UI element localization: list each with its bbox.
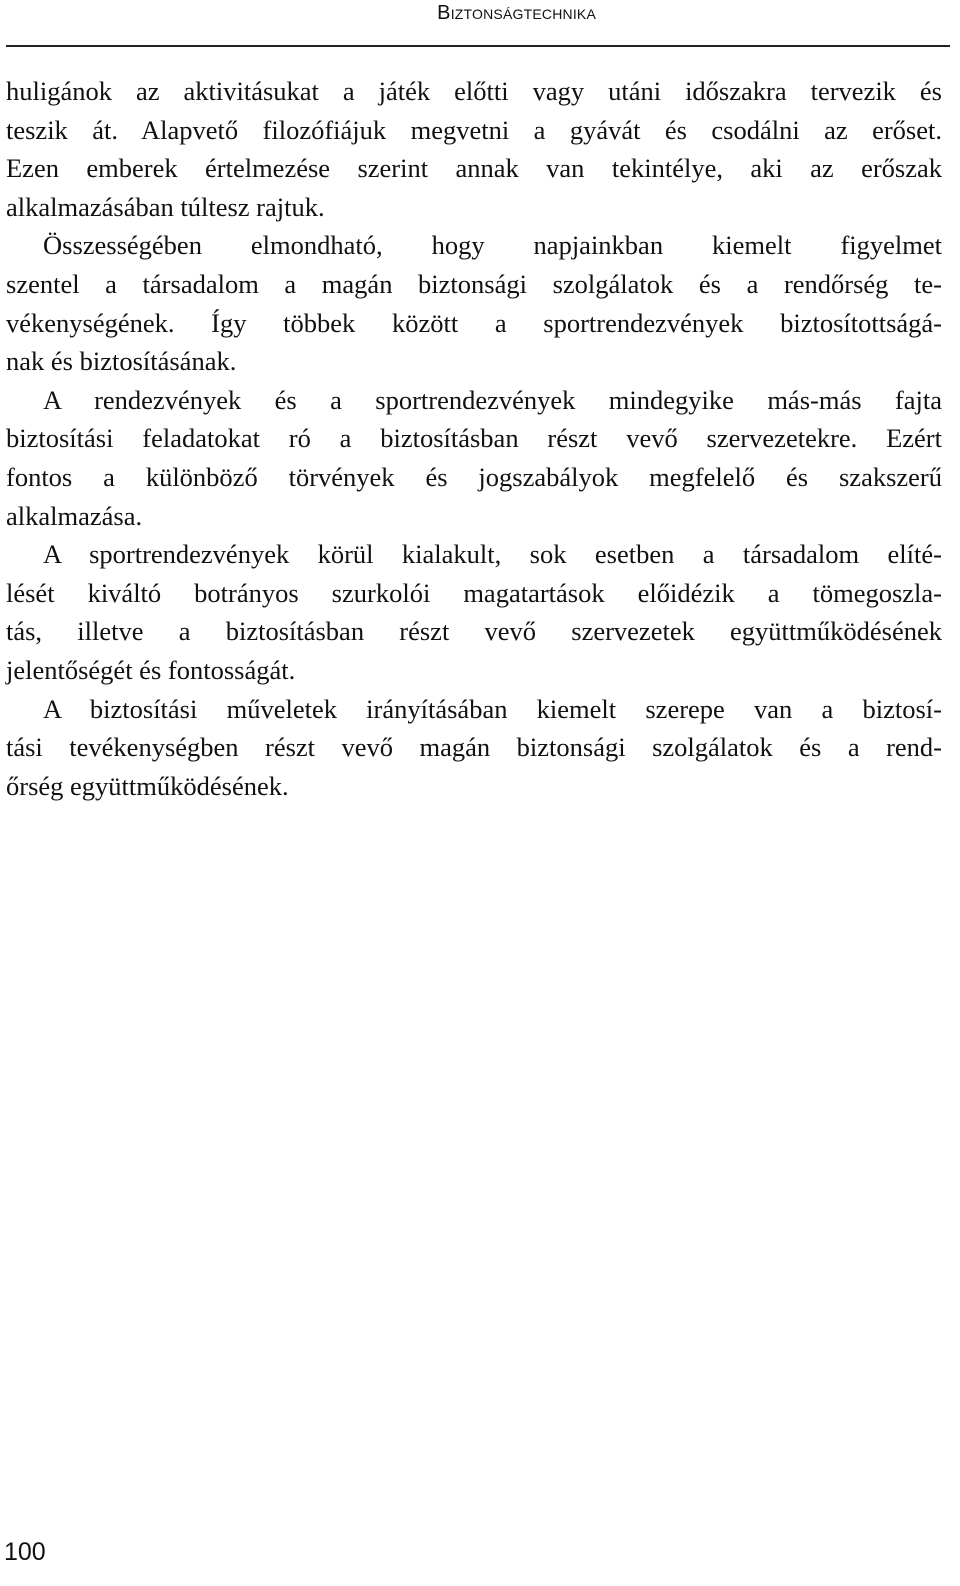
text-line: vékenységének. Így többek között a sportrendezvények biztosítottságá- xyxy=(6,307,942,338)
paragraph-1 xyxy=(6,72,942,226)
text-line: Ezen emberek értelmezése szerint annak van tekintélye, aki az erőszak xyxy=(6,153,942,184)
text-line: fontos a különböző törvények és jogszabályok megfelelő és szakszerű xyxy=(6,461,942,492)
text-line: biztosítási feladatokat ró a biztosításban részt vevő szervezetekre. Ezért xyxy=(6,423,942,454)
page-number: 100 xyxy=(4,1538,46,1566)
text-line: A sportrendezvények körül kialakult, sok esetben a társadalom elíté- xyxy=(43,539,942,570)
text-line: teszik át. Alapvető filozófiájuk megvetni a gyávát és csodálni az erőset. xyxy=(6,114,942,145)
text-line: A biztosítási műveletek irányításában kiemelt szerepe van a biztosí- xyxy=(43,693,942,724)
header-rule xyxy=(6,45,950,47)
paragraph-2 xyxy=(6,226,942,380)
text-line: Összességében elmondható, hogy napjainkban kiemelt figyelmet xyxy=(43,230,942,261)
paragraph-5 xyxy=(6,690,942,806)
text-line: huligánok az aktivitásukat a játék előtti vagy utáni időszakra tervezik és xyxy=(6,76,942,106)
text-line: szentel a társadalom a magán biztonsági szolgálatok és a rendőrség te- xyxy=(6,268,942,299)
running-header xyxy=(437,2,596,25)
text-line: nak és biztosításának. xyxy=(6,346,237,377)
text-line: alkalmazásában túltesz rajtuk. xyxy=(6,191,325,222)
body-text xyxy=(6,72,942,805)
paragraph-3 xyxy=(6,381,942,535)
text-line: lését kiváltó botrányos szurkolói magatartások előidézik a tömegoszla- xyxy=(6,577,942,608)
text-line: őrség együttműködésének. xyxy=(6,770,289,801)
running-header-title: Biztonságtechnika xyxy=(437,2,596,24)
text-line: tás, illetve a biztosításban részt vevő szervezetek együttműködésének xyxy=(6,616,942,647)
paragraph-4 xyxy=(6,535,942,689)
text-line: jelentőségét és fontosságát. xyxy=(6,654,296,685)
text-line: tási tevékenységben részt vevő magán biztonsági szolgálatok és a rend- xyxy=(6,732,942,763)
text-line: A rendezvények és a sportrendezvények mindegyike más-más fajta xyxy=(43,384,942,415)
text-line: alkalmazása. xyxy=(6,500,143,531)
